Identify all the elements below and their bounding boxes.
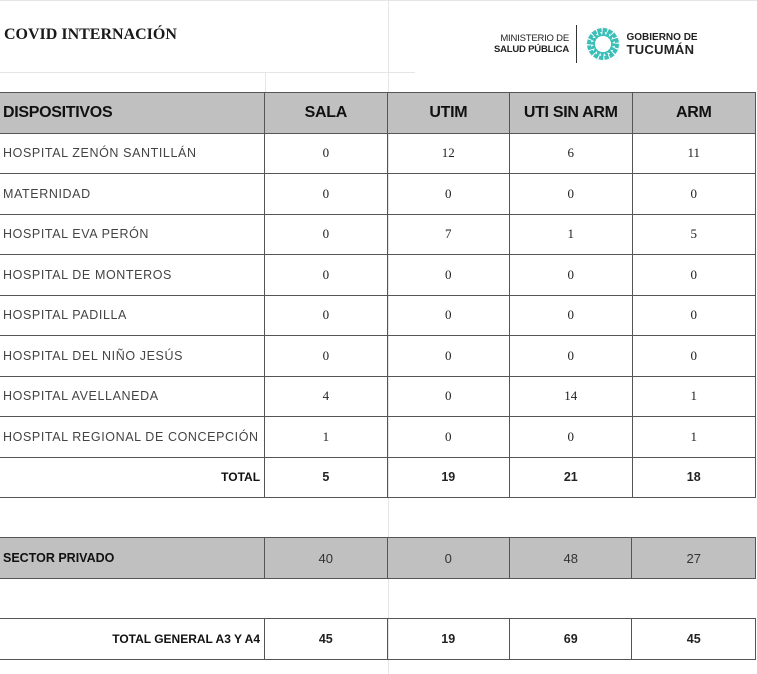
table-row <box>0 295 756 336</box>
ministry-label <box>494 33 569 55</box>
column-header-utim: UTIM <box>387 93 509 134</box>
grand-total-uti-sin-arm: 69 <box>510 619 632 660</box>
cell-arm: 0 <box>632 295 755 336</box>
hospital-name: HOSPITAL EVA PERÓN <box>0 214 265 255</box>
cell-uti-sin-arm: 0 <box>510 174 632 215</box>
cell-sala: 0 <box>265 133 388 174</box>
total-label: TOTAL <box>0 457 265 498</box>
cell-sala: 4 <box>265 376 388 417</box>
private-sector-table <box>0 537 756 579</box>
ministry-line-2: SALUD PÚBLICA <box>494 44 569 55</box>
logo-divider <box>576 25 578 63</box>
cell-uti-sin-arm: 1 <box>510 214 632 255</box>
cell-uti-sin-arm: 0 <box>510 336 632 377</box>
grand-total-table <box>0 618 756 660</box>
table-row <box>0 133 756 174</box>
gridline <box>265 72 266 92</box>
private-utim: 0 <box>387 538 509 579</box>
cell-utim: 0 <box>387 174 509 215</box>
private-uti-sin-arm: 48 <box>509 538 631 579</box>
cell-arm: 0 <box>632 336 755 377</box>
cell-utim: 0 <box>387 295 509 336</box>
cell-utim: 7 <box>387 214 509 255</box>
ministry-logo <box>494 24 698 64</box>
government-line-1: GOBIERNO DE <box>626 32 698 43</box>
cell-sala: 1 <box>265 417 388 458</box>
ministry-line-1: MINISTERIO DE <box>500 33 569 44</box>
grand-total-label: TOTAL GENERAL A3 Y A4 <box>0 619 265 660</box>
sun-rays-emblem-icon <box>585 26 621 62</box>
table-header-row <box>0 93 756 134</box>
cell-utim: 12 <box>387 133 509 174</box>
grand-total-arm: 45 <box>632 619 756 660</box>
cell-uti-sin-arm: 0 <box>510 295 632 336</box>
cell-utim: 0 <box>387 255 509 296</box>
cell-arm: 5 <box>632 214 755 255</box>
column-header-dispositivos: DISPOSITIVOS <box>0 93 265 134</box>
column-header-arm: ARM <box>632 93 755 134</box>
hospital-name: HOSPITAL DEL NIÑO JESÚS <box>0 336 265 377</box>
private-sector-label: SECTOR PRIVADO <box>0 538 265 579</box>
cell-sala: 0 <box>265 336 388 377</box>
total-sala: 5 <box>265 457 388 498</box>
hospital-name: HOSPITAL PADILLA <box>0 295 265 336</box>
cell-utim: 0 <box>387 376 509 417</box>
total-row <box>0 457 756 498</box>
total-arm: 18 <box>632 457 755 498</box>
grand-total-utim: 19 <box>387 619 509 660</box>
page-title: COVID INTERNACIÓN <box>4 26 177 43</box>
cell-sala: 0 <box>265 295 388 336</box>
private-arm: 27 <box>632 538 756 579</box>
hospital-table <box>0 92 756 498</box>
cell-sala: 0 <box>265 214 388 255</box>
private-sala: 40 <box>265 538 387 579</box>
cell-utim: 0 <box>387 417 509 458</box>
table-row <box>0 417 756 458</box>
column-header-uti-sin-arm: UTI SIN ARM <box>510 93 632 134</box>
table-row <box>0 376 756 417</box>
hospital-name: HOSPITAL DE MONTEROS <box>0 255 265 296</box>
hospital-name: HOSPITAL ZENÓN SANTILLÁN <box>0 133 265 174</box>
grand-total-sala: 45 <box>265 619 387 660</box>
hospital-name: HOSPITAL AVELLANEDA <box>0 376 265 417</box>
cell-arm: 11 <box>632 133 755 174</box>
cell-uti-sin-arm: 6 <box>510 133 632 174</box>
government-label <box>626 32 697 56</box>
cell-sala: 0 <box>265 174 388 215</box>
cell-arm: 1 <box>632 376 755 417</box>
gridline <box>0 72 415 73</box>
grand-total-row <box>0 619 756 660</box>
government-line-2: TUCUMÁN <box>626 42 695 57</box>
cell-sala: 0 <box>265 255 388 296</box>
cell-uti-sin-arm: 0 <box>510 255 632 296</box>
cell-arm: 1 <box>632 417 755 458</box>
total-utim: 19 <box>387 457 509 498</box>
private-sector-row <box>0 538 756 579</box>
total-uti-sin-arm: 21 <box>510 457 632 498</box>
column-header-sala: SALA <box>265 93 388 134</box>
table-row <box>0 255 756 296</box>
cell-uti-sin-arm: 0 <box>510 417 632 458</box>
table-row <box>0 214 756 255</box>
hospital-name: HOSPITAL REGIONAL DE CONCEPCIÓN <box>0 417 265 458</box>
gridline <box>0 0 757 1</box>
cell-uti-sin-arm: 14 <box>510 376 632 417</box>
cell-utim: 0 <box>387 336 509 377</box>
table-row <box>0 174 756 215</box>
cell-arm: 0 <box>632 255 755 296</box>
hospital-name: MATERNIDAD <box>0 174 265 215</box>
table-row <box>0 336 756 377</box>
cell-arm: 0 <box>632 174 755 215</box>
